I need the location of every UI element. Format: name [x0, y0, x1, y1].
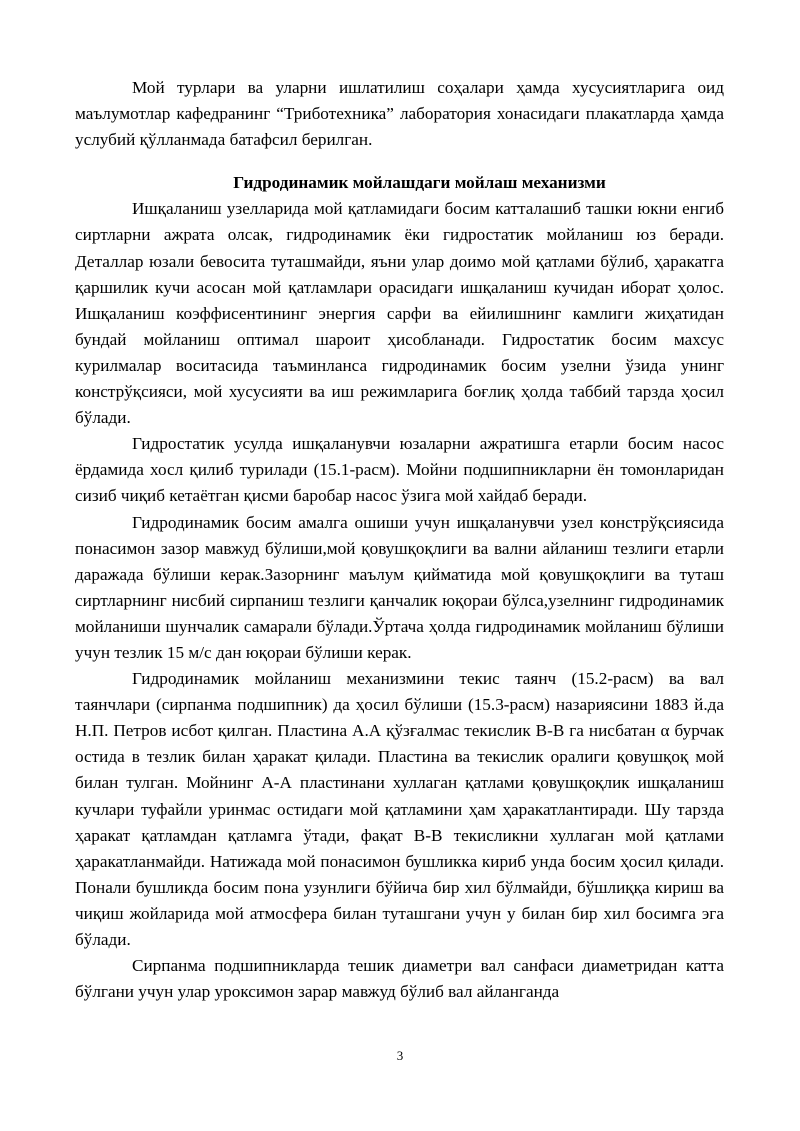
paragraph-3: Гидродинамик босим амалга ошиши учун ишқаланувчи узел констрўқсиясида понасимон зазор мавжуд бўлиши,мой қовушқоқлиги ва вални айланиш тезлиги етарли даражада бўлиши керак.Зазорнинг маълум қийматида мой қовушқоқлиги ва туташ сиртларнинг нисбий сирпаниш тезлиги қанчалик юқораи бўлса,узелнинг гидродинамик мойланиши шунчалик самарали бўлади.Ўртача ҳолда гидродинамик мойланиш бўлиши учун тезлик 15 м/с дан юқораи бўлиши керак. [75, 512, 724, 662]
page-number: 3 [396, 1048, 404, 1063]
paragraph-4: Гидродинамик мойланиш механизмини текис таянч (15.2-расм) ва вал таянчлари (сирпанма подшипник) да ҳосил бўлиши (15.3-расм) назариясини 1883 й.да Н.П. Петров исбот қилган. Пластина А.А қўзғалмас текислик В-В га нисбатан α бурчак остида в тезлик билан ҳаракат қилади. Пластина ва текислик оралиги қовушқоқ мой билан тулган. Мойнинг А-А пластинани хуллаган қатлами қовушқоқлик ишқаланиш кучлари туфайли уринмас остидаги мой қатламини ҳам ҳаракатлантиради. Шу тарзда ҳаракат қатламдан қатламга ўтади, фақат В-В текисликни хуллаган мой қатлами ҳаракатланмайди. Натижада мой понасимон бушликка кириб унда босим ҳосил қилади. Понали бушликда босим пона узунлиги бўйича бир хил бўлмайди, бўшлиққа кириш ва чиқиш жойларида мой атмосфера билан туташгани учун у билан бир хил босимга эга бўлади. [75, 669, 724, 949]
paragraph-5: Сирпанма подшипникларда тешик диаметри вал санфаси диаметридан катта бўлгани учун улар уроксимон зарар мавжуд бўлиб вал айланганда [75, 956, 724, 1002]
paragraph-1: Ишқаланиш узелларида мой қатламидаги босим катталашиб ташки юкни енгиб сиртларни ажрата олсак, гидродинамик ёки гидростатик мойланиш юз беради. Деталлар юзали бевосита туташмайди, яъни улар доимо мой қатлами бўлиб, ҳаракатга қаршилик кучи асосан мой қатламлари орасидаги ишқаланиш кучидан иборат ҳолос. Ишқаланиш коэффисентининг энергия сарфи ва ейилишнинг камлиги жиҳатидан бундай мойланиш оптимал шароит ҳисобланади. Гидростатик босим махсус курилмалар воситасида таъминланса гидродинамик босим узелни ўзида унинг констрўқсияси, мой хусусияти ва иш режимларига боғлиқ ҳолда таббий тарзда ҳосил бўлади. [75, 199, 724, 428]
body-text [75, 75, 724, 1005]
paragraph-2: Гидростатик усулда ишқаланувчи юзаларни ажратишга етарли босим насос ёрдамида хосл қилиб турилади (15.1-расм). Мойни подшипникларни ён томонларидан сизиб чиқиб кетаётган қисми баробар насос ўзига мой хайдаб беради. [75, 434, 724, 506]
intro-paragraph: Мой турлари ва уларни ишлатилиш соҳалари ҳамда хусусиятларига оид маълумотлар кафедранинг “Триботехника” лаборатория хонасидаги плакатларда ҳамда услубий қўлланмада батафсил берилган. [75, 78, 724, 150]
section-heading: Гидродинамик мойлашдаги мойлаш механизми [233, 173, 606, 193]
